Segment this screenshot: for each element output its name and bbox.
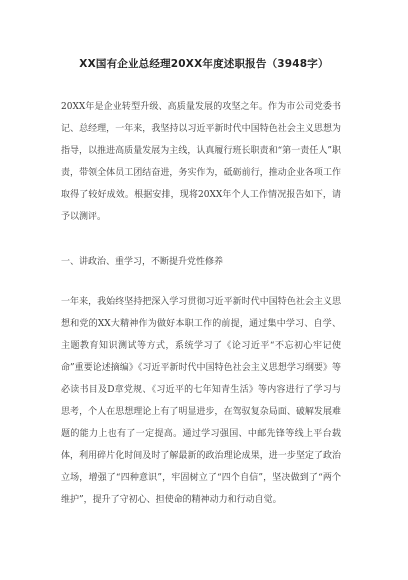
section-heading: 一、讲政治、重学习，不断提升党性修养 xyxy=(61,257,224,267)
document-title: XX国有企业总经理20XX年度述职报告（3948字） xyxy=(79,58,329,70)
section-paragraph: 一年来，我始终坚持把深入学习贯彻习近平新时代中国特色社会主义思想和党的XX大精神作为做好本职工作的前提，通过集中学习、自学、主题教育知识测试等方式，系统学习了《论习近平“不忘初心牢记使命”重要论述摘编》《习近平新时代中国特色社会主义思想学习纲要》等必读书目及D章党规、《习近平的七年知青生活》等内容进行了学习与思考，个人在思想理论上有了明显进步，在驾驭复杂局面、破解发展难题的能力上也有了一定提高。通过学习强国、中邮先锋等线上平台载体，利用碎片化时间及时了解最新的政治理论成果，进一步坚定了政治立场，增强了“四种意识”，牢固树立了“四个自信”，坚决做到了“两个维护”，提升了守初心、担使命的精神动力和行动自觉。 xyxy=(61,297,341,505)
intro-paragraph: 20XX年是企业转型升级、高质量发展的攻坚之年。作为市公司党委书记、总经理，一年来，我坚持以习近平新时代中国特色社会主义思想为指导，以推进高质量发展为主线，认真履行班长职责和“第一责任人”职责，带领全体员工团结奋进，务实作为，砥砺前行，推动企业各项工作取得了较好成效。根据安排，现将20XX年个人工作情况报告如下，请予以测评。 xyxy=(61,102,341,222)
